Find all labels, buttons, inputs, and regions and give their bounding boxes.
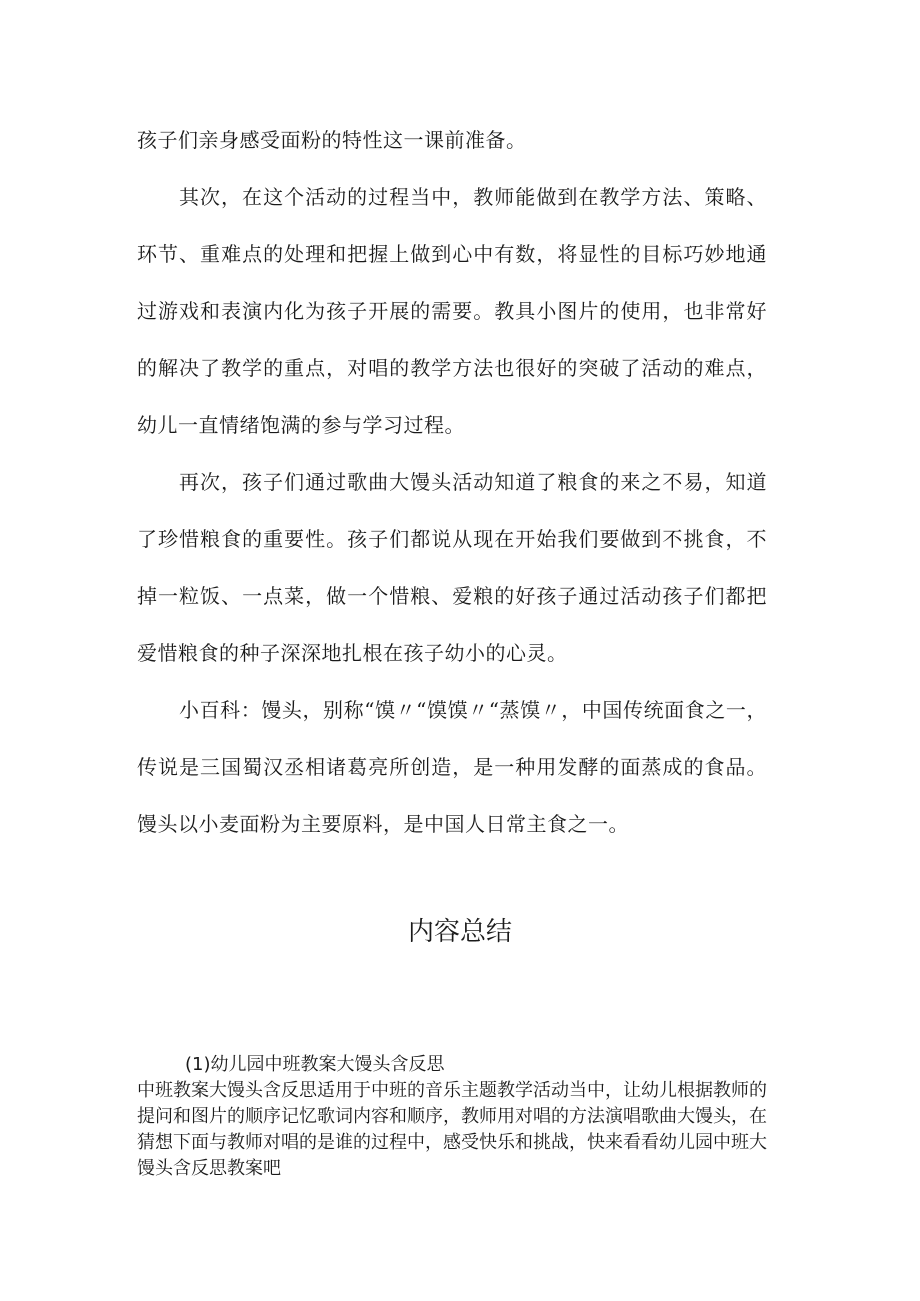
summary-item-body: 中班教案大馒头含反思适用于中班的音乐主题教学活动当中，让幼儿根据教师的提问和图片的顺序记忆歌词内容和顺序，教师用对唱的方法演唱歌曲大馒头，在猜想下面与教师对唱的是谁的过程中，感受快乐和挑战，快来看看幼儿园中班大馒头含反思教案吧 bbox=[137, 1080, 767, 1179]
paragraph-thirdly: 再次，孩子们通过歌曲大馒头活动知道了粮食的来之不易，知道了珍惜粮食的重要性。孩子们都说从现在开始我们要做到不挑食，不掉一粒饭、一点菜，做一个惜粮、爱粮的好孩子通过活动孩子们都把爱惜粮食的种子深深地扎根在孩子幼小的心灵。 bbox=[137, 470, 767, 665]
summary-heading: 内容总结 bbox=[407, 917, 512, 947]
paragraph-encyclopedia: 小百科：馒头，别称“馍〃“馍馍〃“蒸馍〃，中国传统面食之一，传说是三国蜀汉丞相诸葛亮所创造，是一种用发酵的面蒸成的食品。馒头以小麦面粉为主要原料，是中国人日常主食之一。 bbox=[137, 698, 767, 836]
body-text bbox=[137, 112, 767, 853]
paragraph-continuation: 孩子们亲身感受面粉的特性这一课前准备。 bbox=[137, 128, 527, 152]
summary-section bbox=[137, 1052, 767, 1182]
summary-item-title: (1)幼儿园中班教案大馒头含反思 bbox=[185, 1054, 445, 1075]
paragraph-secondly: 其次，在这个活动的过程当中，教师能做到在教学方法、策略、环节、重难点的处理和把握上做到心中有数，将显性的目标巧妙地通过游戏和表演内化为孩子开展的需要。教具小图片的使用，也非常好的解决了教学的重点，对唱的教学方法也很好的突破了活动的难点，幼儿一直情绪饱满的参与学习过程。 bbox=[137, 185, 767, 437]
